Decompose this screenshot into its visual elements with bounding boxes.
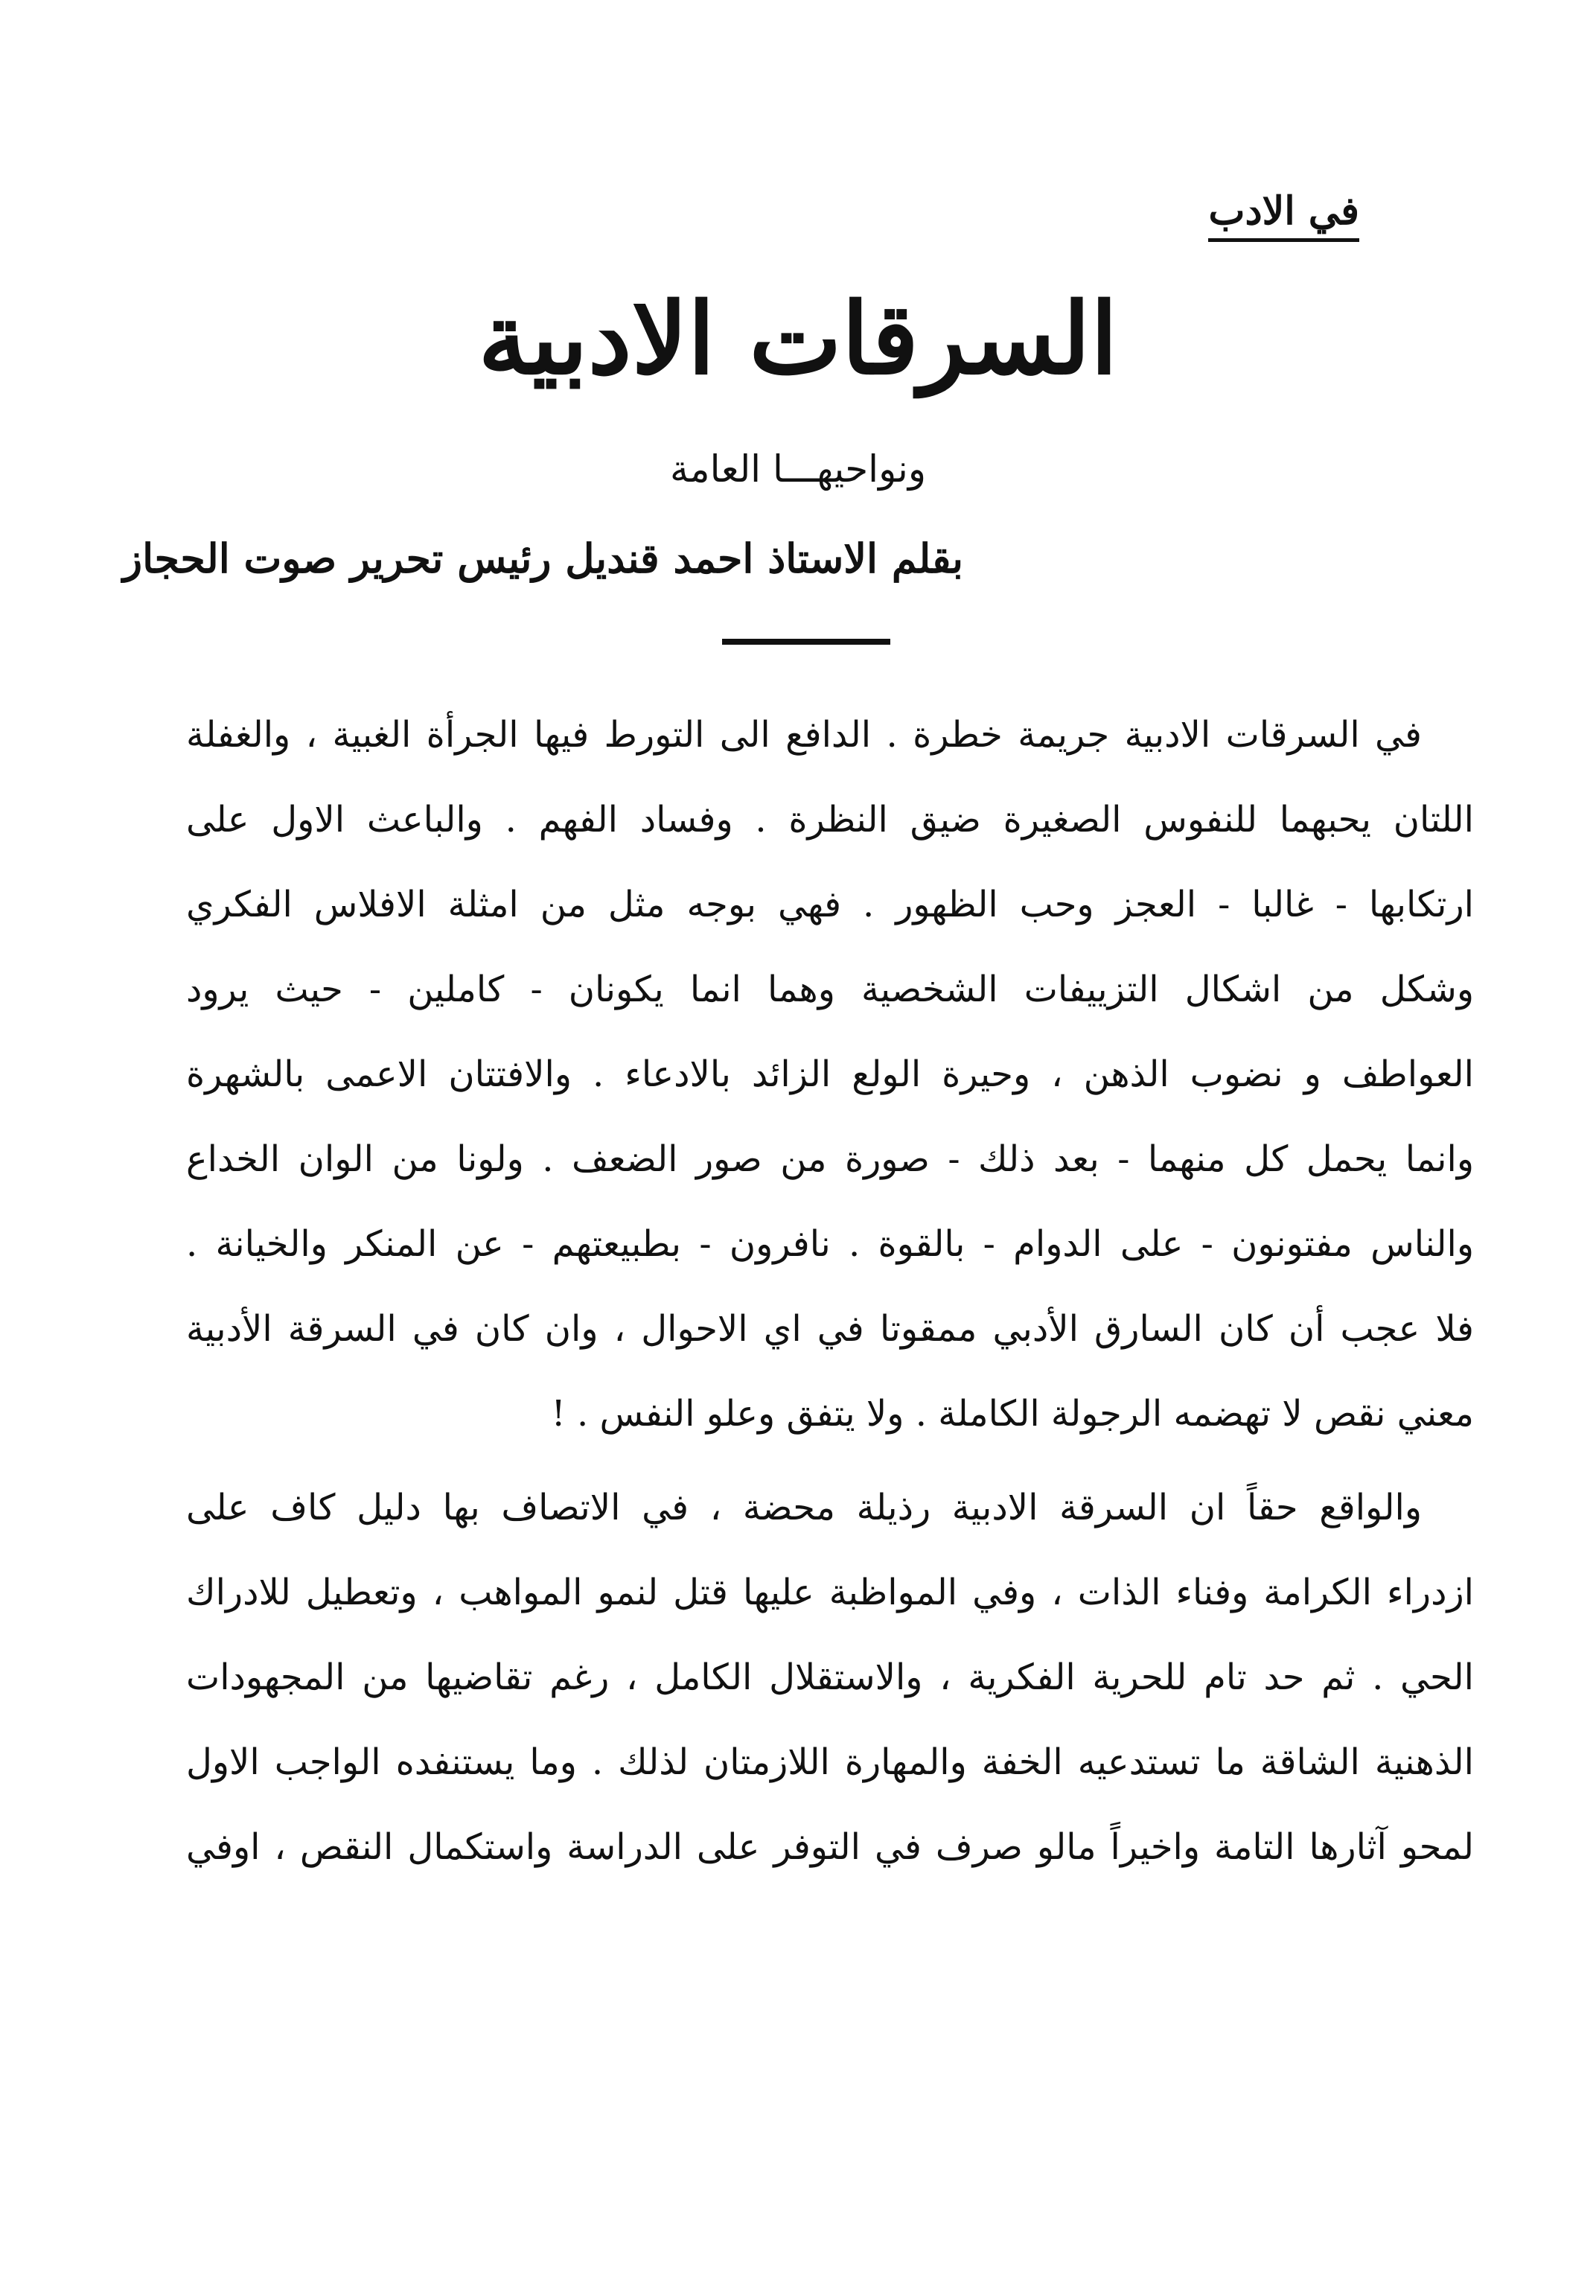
text-line: الحي . ثم حد تام للحرية الفكرية ، والاستقلال الكامل ، رغم تقاضيها من المجهودات (186, 1656, 1474, 1698)
author-byline: بقلم الاستاذ احمد قنديل رئيس تحرير صوت الحجاز (123, 535, 963, 582)
text-line: ازدراء الكرامة وفناء الذات ، وفي المواظبة عليها قتل لنمو المواهب ، وتعطيل للادراك (186, 1572, 1474, 1613)
text-line: اللتان يحبهما للنفوس الصغيرة ضيق النظرة . وفساد الفهم . والباعث الاول على (186, 799, 1474, 841)
title-divider (722, 639, 890, 645)
text-line: الذهنية الشاقة ما تستدعيه الخفة والمهارة اللازمتان لذلك . وما يستنفده الواجب الاول (186, 1741, 1474, 1783)
article-subtitle: ونواحيهـــا العامة (670, 447, 926, 491)
article-body (186, 692, 1474, 2219)
text-line: في السرقات الادبية جريمة خطرة . الدافع الى التورط فيها الجرأة الغبية ، والغفلة (186, 714, 1422, 756)
paragraph-gap (186, 1456, 1474, 1465)
section-label: في الادب (1208, 192, 1359, 242)
text-line: وانما يحمل كل منهما - بعد ذلك - صورة من صور الضعف . ولونا من الوان الخداع (186, 1138, 1474, 1180)
text-line: والناس مفتونون - على الدوام - بالقوة . نافرون - بطبيعتهم - عن المنكر والخيانة . (186, 1223, 1474, 1265)
text-line: وشكل من اشكال التزييفات الشخصية وهما انما يكونان - كاملين - حيث يرود (186, 969, 1474, 1010)
text-line: العواطف و نضوب الذهن ، وحيرة الولع الزائد بالادعاء . والافتتان الاعمى بالشهرة (186, 1053, 1474, 1095)
text-line: معني نقص لا تهضمه الرجولة الكاملة . ولا يتفق وعلو النفس . ! (551, 1393, 1474, 1435)
text-line: فلا عجب أن كان السارق الأدبي ممقوتا في اي الاحوال ، وان كان في السرقة الأدبية (186, 1308, 1474, 1350)
article-title: السرقات الادبية (478, 281, 1118, 397)
text-line: والواقع حقاً ان السرقة الادبية رذيلة محضة ، في الاتصاف بها دليل كاف على (186, 1487, 1422, 1528)
paragraph (186, 1465, 1474, 1890)
paragraph (186, 692, 1474, 1456)
text-line: ارتكابها - غالبا - العجز وحب الظهور . فهي بوجه مثل من امثلة الافلاس الفكري (186, 884, 1474, 925)
text-line: لمحو آثارها التامة واخيراً مالو صرف في التوفر على الدراسة واستكمال النقص ، اوفي (186, 1826, 1474, 1868)
